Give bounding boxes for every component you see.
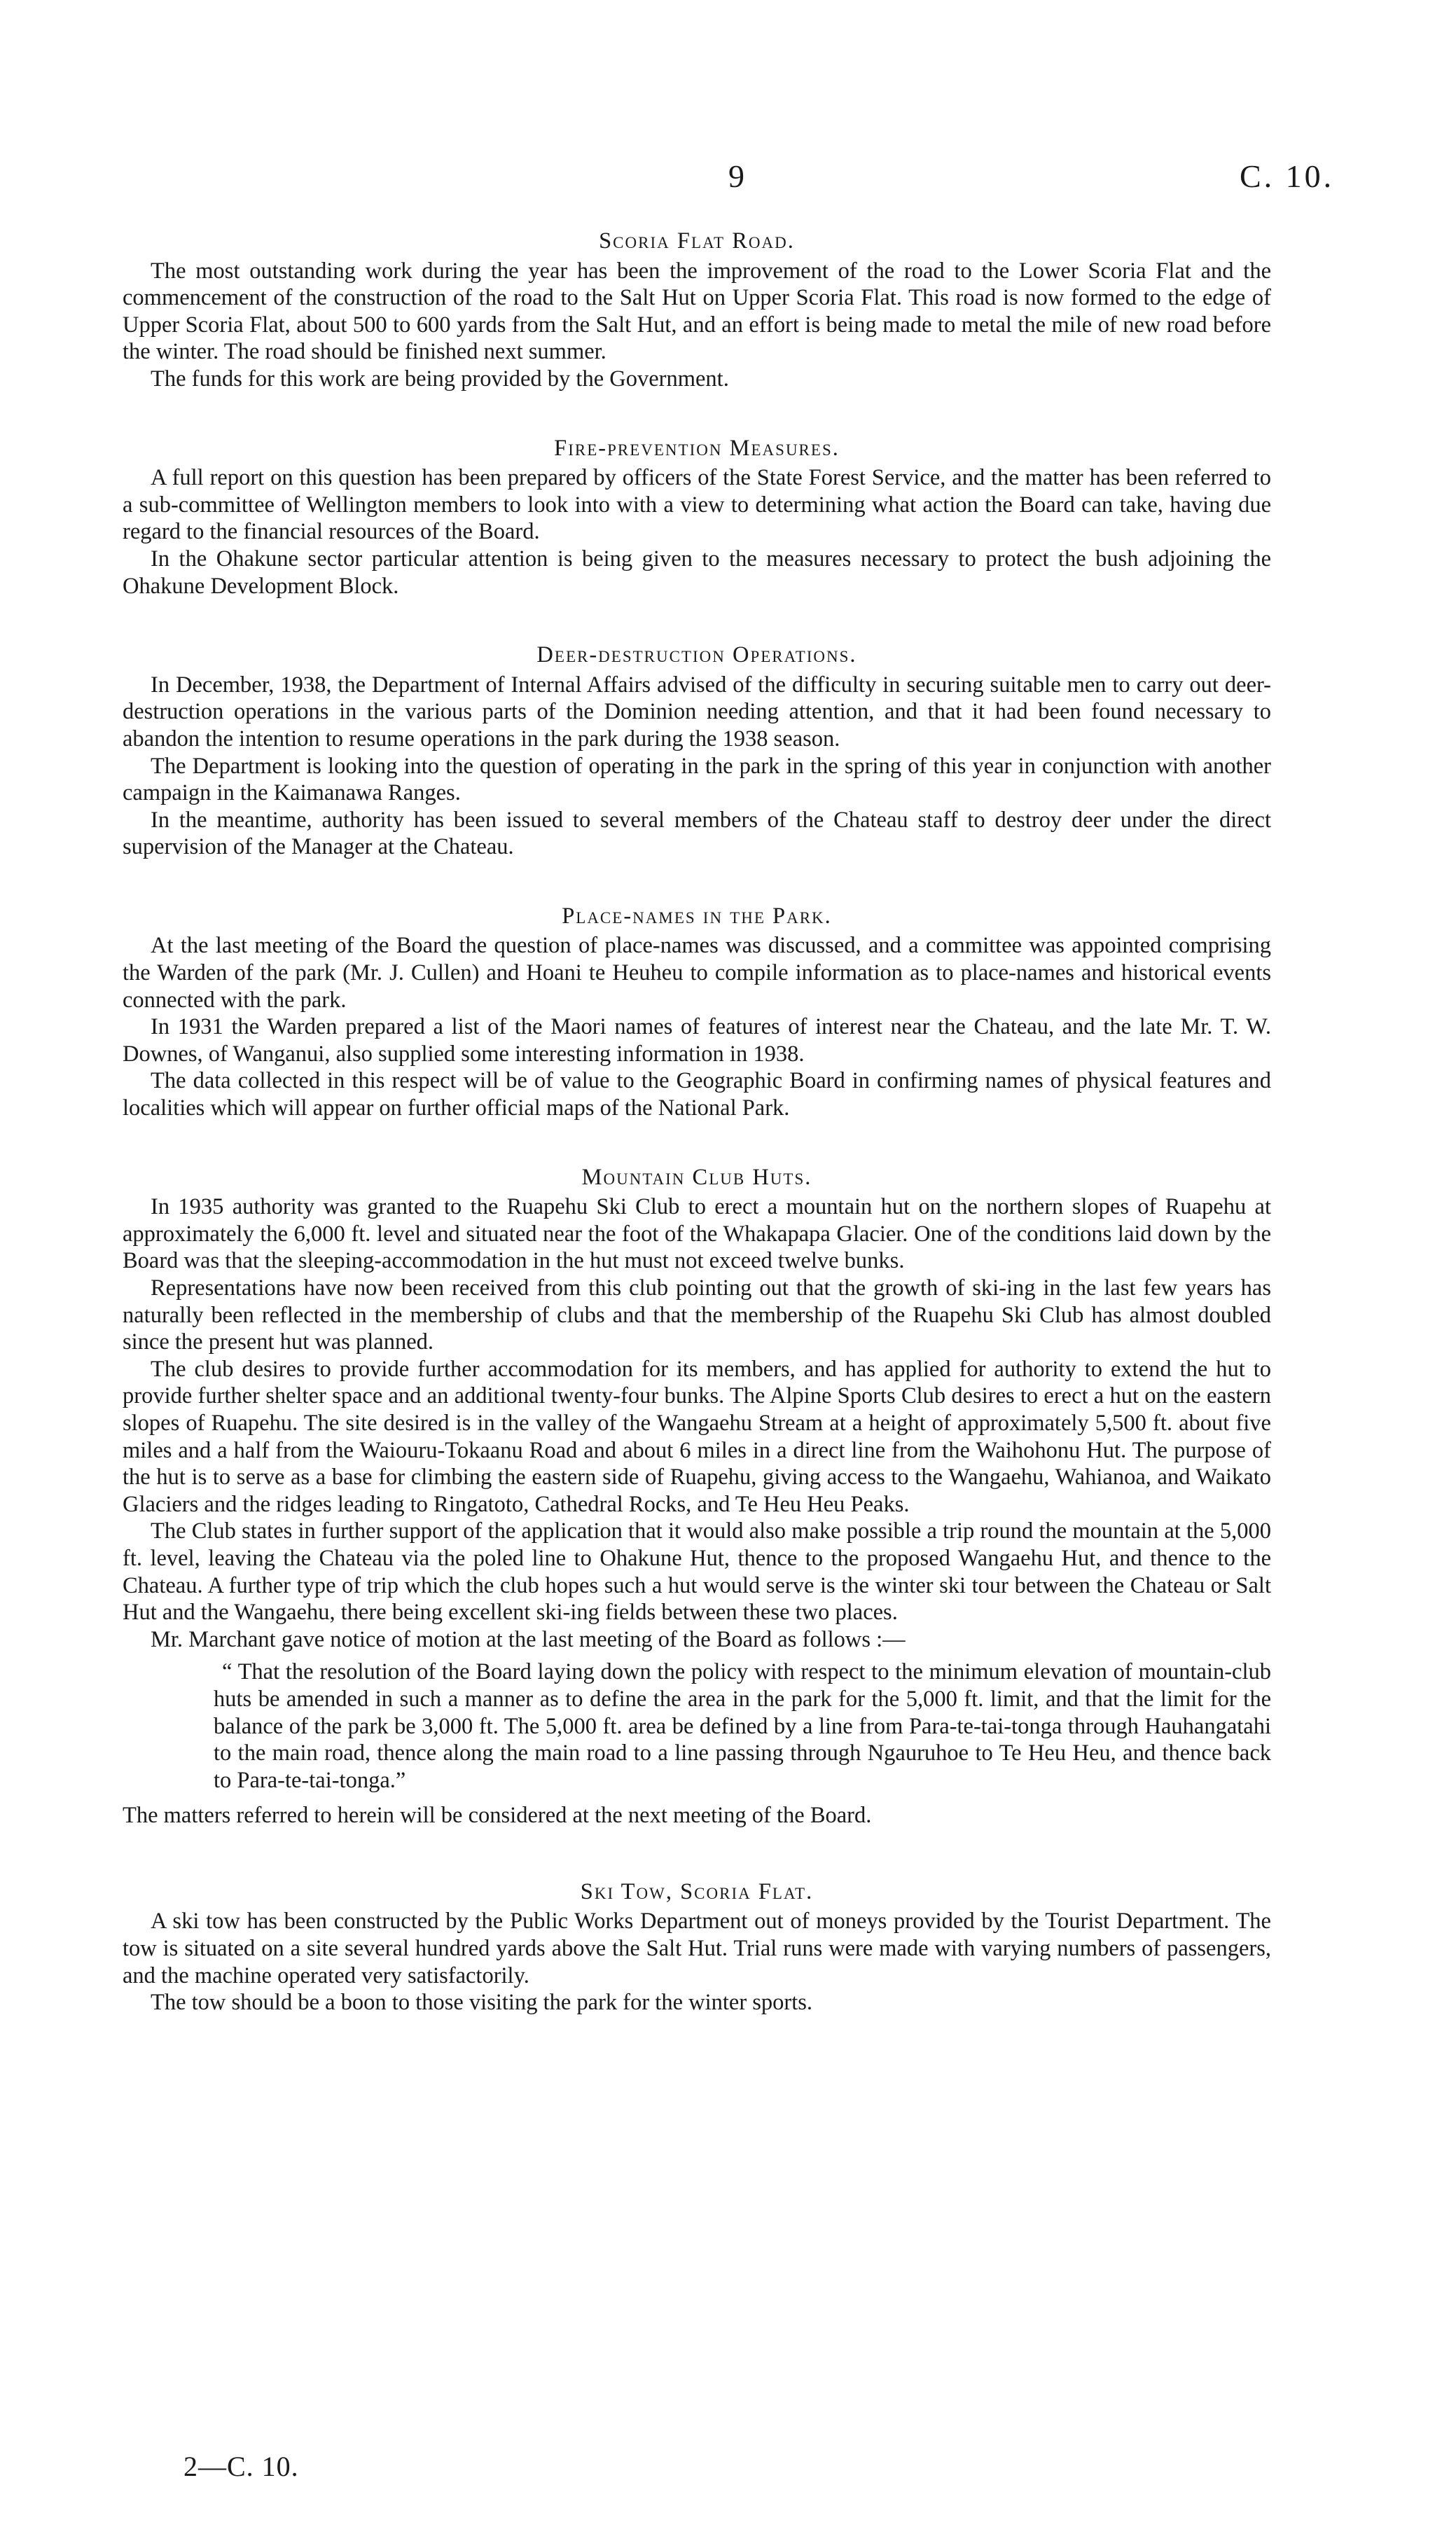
document-reference: C. 10. bbox=[1240, 158, 1335, 194]
paragraph: A ski tow has been constructed by the Public Works Department out of moneys provided by the Tourist Department. The tow is situated on a site several hundred yards above the Salt Hut. Trial runs were made with varying numbers of passengers, and the machine operated very satisfactorily. bbox=[123, 1909, 1271, 1988]
section-heading: Deer-destruction Operations. bbox=[536, 642, 857, 668]
paragraph: In the meantime, authority has been issued to several members of the Chateau staff to destroy deer under the direct supervision of the Manager at the Chateau. bbox=[123, 807, 1271, 860]
motion-quote: “ That the resolution of the Board laying down the policy with respect to the minimum elevation of mountain-club huts be amended in such a manner as to define the area in the park for the 5,000 ft. limit, and that the limit for the balance of the park be 3,000 ft. The 5,000 ft. area be defined by a line from Para-te-tai-tonga through Hauhangatahi to the main road, thence along the main road to a line passing through Ngauruhoe to Te Heu Heu, and thence back to Para-te-tai-tonga.” bbox=[214, 1659, 1271, 1793]
section-mountain-club-huts bbox=[123, 1164, 1271, 1829]
paragraph: The funds for this work are being provided by the Government. bbox=[151, 366, 729, 392]
section-ski-tow bbox=[123, 1878, 1271, 2016]
section-heading: Fire-prevention Measures. bbox=[554, 435, 840, 461]
paragraph: The club desires to provide further accommodation for its members, and has applied for authority to extend the hut to provide further shelter space and an additional twenty-four bunks. The Alpine Sports Club desires to erect a hut on the eastern slopes of Ruapehu. The site desired is in the valley of the Wangaehu Stream at a height of approximately 5,500 ft. about five miles and a half from the Waiouru-Tokaanu Road and about 6 miles in a direct line from the Waihohonu Hut. The purpose of the hut is to serve as a base for climbing the eastern side of Ruapehu, giving access to the Wangaehu, Wahianoa, and Waikato Glaciers and the ridges leading to Ringatoto, Cathedral Rocks, and Te Heu Heu Peaks. bbox=[123, 1356, 1271, 1517]
section-heading: Mountain Club Huts. bbox=[581, 1164, 812, 1190]
paragraph: Representations have now been received from this club pointing out that the growth of ski-ing in the last few years has naturally been reflected in the membership of clubs and that the membership of the Ruapehu Ski Club has almost doubled since the present hut was planned. bbox=[123, 1275, 1271, 1355]
paragraph: At the last meeting of the Board the question of place-names was discussed, and a committee was appointed comprising the Warden of the park (Mr. J. Cullen) and Hoani te Heuheu to compile information as to place-names and historical events connected with the park. bbox=[123, 933, 1271, 1013]
section-place-names bbox=[123, 903, 1271, 1122]
closing-statement: The matters referred to herein will be considered at the next meeting of the Board. bbox=[123, 1803, 872, 1829]
section-heading: Place-names in the Park. bbox=[562, 903, 832, 929]
paragraph: The tow should be a boon to those visiting the park for the winter sports. bbox=[151, 1990, 813, 2016]
paragraph: In the Ohakune sector particular attention is being given to the measures necessary to protect the bush adjoining the Ohakune Development Block. bbox=[123, 546, 1271, 599]
section-heading: Scoria Flat Road. bbox=[599, 228, 795, 254]
page-number: 9 bbox=[728, 158, 744, 194]
paragraph: In 1935 authority was granted to the Ruapehu Ski Club to erect a mountain hut on the northern slopes of Ruapehu at approximately the 6,000 ft. level and situated near the foot of the Whakapapa Glacier. One of the conditions laid down by the Board was that the sleeping-accommodation in the hut must not exceed twelve bunks. bbox=[123, 1194, 1271, 1274]
section-fire-prevention bbox=[123, 435, 1271, 600]
paragraph: The Club states in further support of the application that it would also make possible a trip round the mountain at the 5,000 ft. level, leaving the Chateau via the poled line to Ohakune Hut, thence to the proposed Wangaehu Hut, and thence to the Chateau. A further type of trip which the club hopes such a hut would serve is the winter ski tour between the Chateau or Salt Hut and the Wangaehu, there being excellent ski-ing fields between these two places. bbox=[123, 1518, 1271, 1626]
section-heading: Ski Tow, Scoria Flat. bbox=[580, 1878, 814, 1904]
section-scoria-flat-road bbox=[123, 228, 1271, 393]
paragraph: A full report on this question has been prepared by officers of the State Forest Service, and the matter has been referred to a sub-committee of Wellington members to look into with a view to determining what action the Board can take, having due regard to the financial resources of the Board. bbox=[123, 465, 1271, 545]
paragraph: The Department is looking into the question of operating in the park in the spring of this year in conjunction with another campaign in the Kaimanawa Ranges. bbox=[123, 753, 1271, 806]
paragraph: Mr. Marchant gave notice of motion at the last meeting of the Board as follows :— bbox=[151, 1626, 906, 1652]
document-body bbox=[123, 228, 1271, 2016]
paragraph: The data collected in this respect will be of value to the Geographic Board in confirming names of physical features and localities which will appear on further official maps of the National Park. bbox=[123, 1068, 1271, 1121]
section-deer-destruction bbox=[123, 642, 1271, 861]
page-header bbox=[0, 158, 1456, 200]
paragraph: In 1931 the Warden prepared a list of the Maori names of features of interest near the Chateau, and the late Mr. T. W. Downes, of Wanganui, also supplied some interesting information in 1938. bbox=[123, 1014, 1271, 1067]
paragraph: The most outstanding work during the year has been the improvement of the road to the Lower Scoria Flat and the commencement of the construction of the road to the Salt Hut on Upper Scoria Flat. This road is now formed to the edge of Upper Scoria Flat, about 500 to 600 yards from the Salt Hut, and an effort is being made to metal the mile of new road before the winter. The road should be finished next summer. bbox=[123, 258, 1271, 365]
sheet-reference: 2—C. 10. bbox=[183, 2451, 299, 2482]
paragraph: In December, 1938, the Department of Internal Affairs advised of the difficulty in securing suitable men to carry out deer-destruction operations in the various parts of the Dominion needing attention, and that it had been found necessary to abandon the intention to resume operations in the park during the 1938 season. bbox=[123, 672, 1271, 752]
